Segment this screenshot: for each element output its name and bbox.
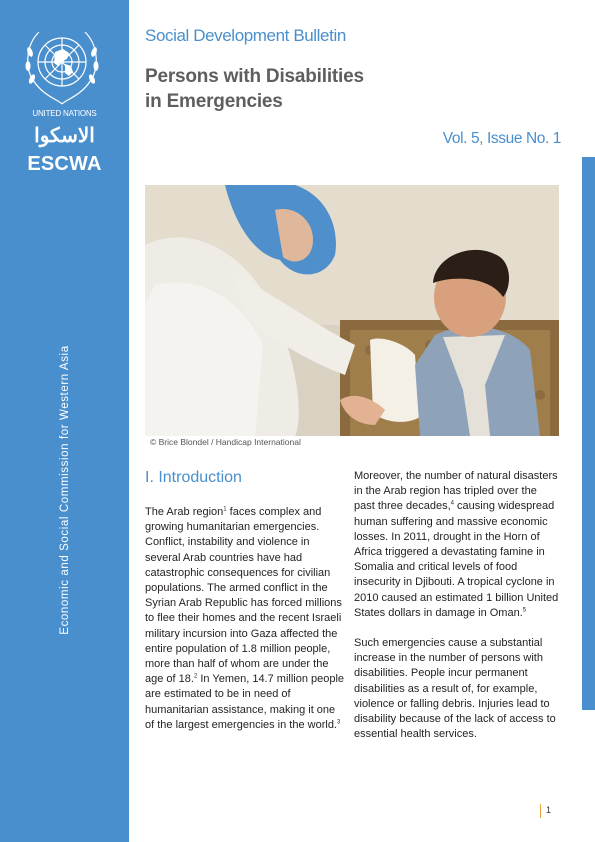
cover-photo-illustration <box>145 185 559 436</box>
sidebar <box>0 0 129 842</box>
photo-credit: © Brice Blondel / Handicap International <box>150 437 301 447</box>
cover-photo <box>145 185 559 436</box>
page-title <box>145 64 364 114</box>
footnote-ref-1[interactable]: 1 <box>223 506 227 513</box>
right-accent-bar <box>582 157 595 710</box>
footnote-ref-2[interactable]: 2 <box>193 673 198 680</box>
text-column-right <box>354 469 560 757</box>
text-column-left <box>145 505 347 748</box>
commission-name: Economic and Social Commission for Western Asia <box>59 345 71 635</box>
un-emblem-icon <box>19 22 105 108</box>
page-number: 1 <box>546 805 552 815</box>
united-nations-label: UNITED NATIONS <box>32 109 97 118</box>
footnote-ref-5[interactable]: 5 <box>522 607 527 614</box>
page-number-divider <box>540 804 541 818</box>
paragraph-2: Moreover, the number of natural disasters in the Arab region has tripled over the past three decades,$^4$ causing widespread human suffering and massive economic losses. In 2011, drought in the Horn of Africa triggered a devastating famine in Somalia and critical levels of food insecurity in Djibouti. A tropical cyclone in 2010 caused an estimated 1 billion United States dollars in damage in Oman.$^5$ <box>354 470 559 619</box>
issue-label: Vol. 5, Issue No. 1 <box>442 130 561 147</box>
footnote-ref-4[interactable]: 4 <box>450 500 454 507</box>
title-line-2: in Emergencies <box>145 91 283 112</box>
escwa-arabic-logo: الاسكوا <box>34 125 95 147</box>
title-line-1: Persons with Disabilities <box>145 66 364 87</box>
paragraph-3: Such emergencies cause a substantial increase in the number of persons with disabilities. People incur permanent disabilities as a result of, for example, violence or falling debris. Injuries lead to disability because of the lack of access to essential health services. <box>354 637 556 741</box>
section-heading-introduction: I. Introduction <box>145 469 242 486</box>
bulletin-series: Social Development Bulletin <box>145 26 346 45</box>
escwa-logo-text: ESCWA <box>27 153 102 175</box>
paragraph-1: The Arab region$^1$ faces complex and growing humanitarian emergencies. Conflict, instability and violence in several Arab countries have had catastrophic consequences for civilian populations. The armed conflict in the Syrian Arab Republic has forced millions to flee their homes and the recent Israeli military incursion into Gaza affected the entire population of 1.8 million people, more than half of whom are under the age of 18.$^2$ In Yemen, 14.7 million people are estimated to be in need of humanitarian assistance, making it one of the largest emergencies in the world.$^3$ <box>145 506 345 731</box>
footnote-ref-3[interactable]: 3 <box>337 719 341 726</box>
